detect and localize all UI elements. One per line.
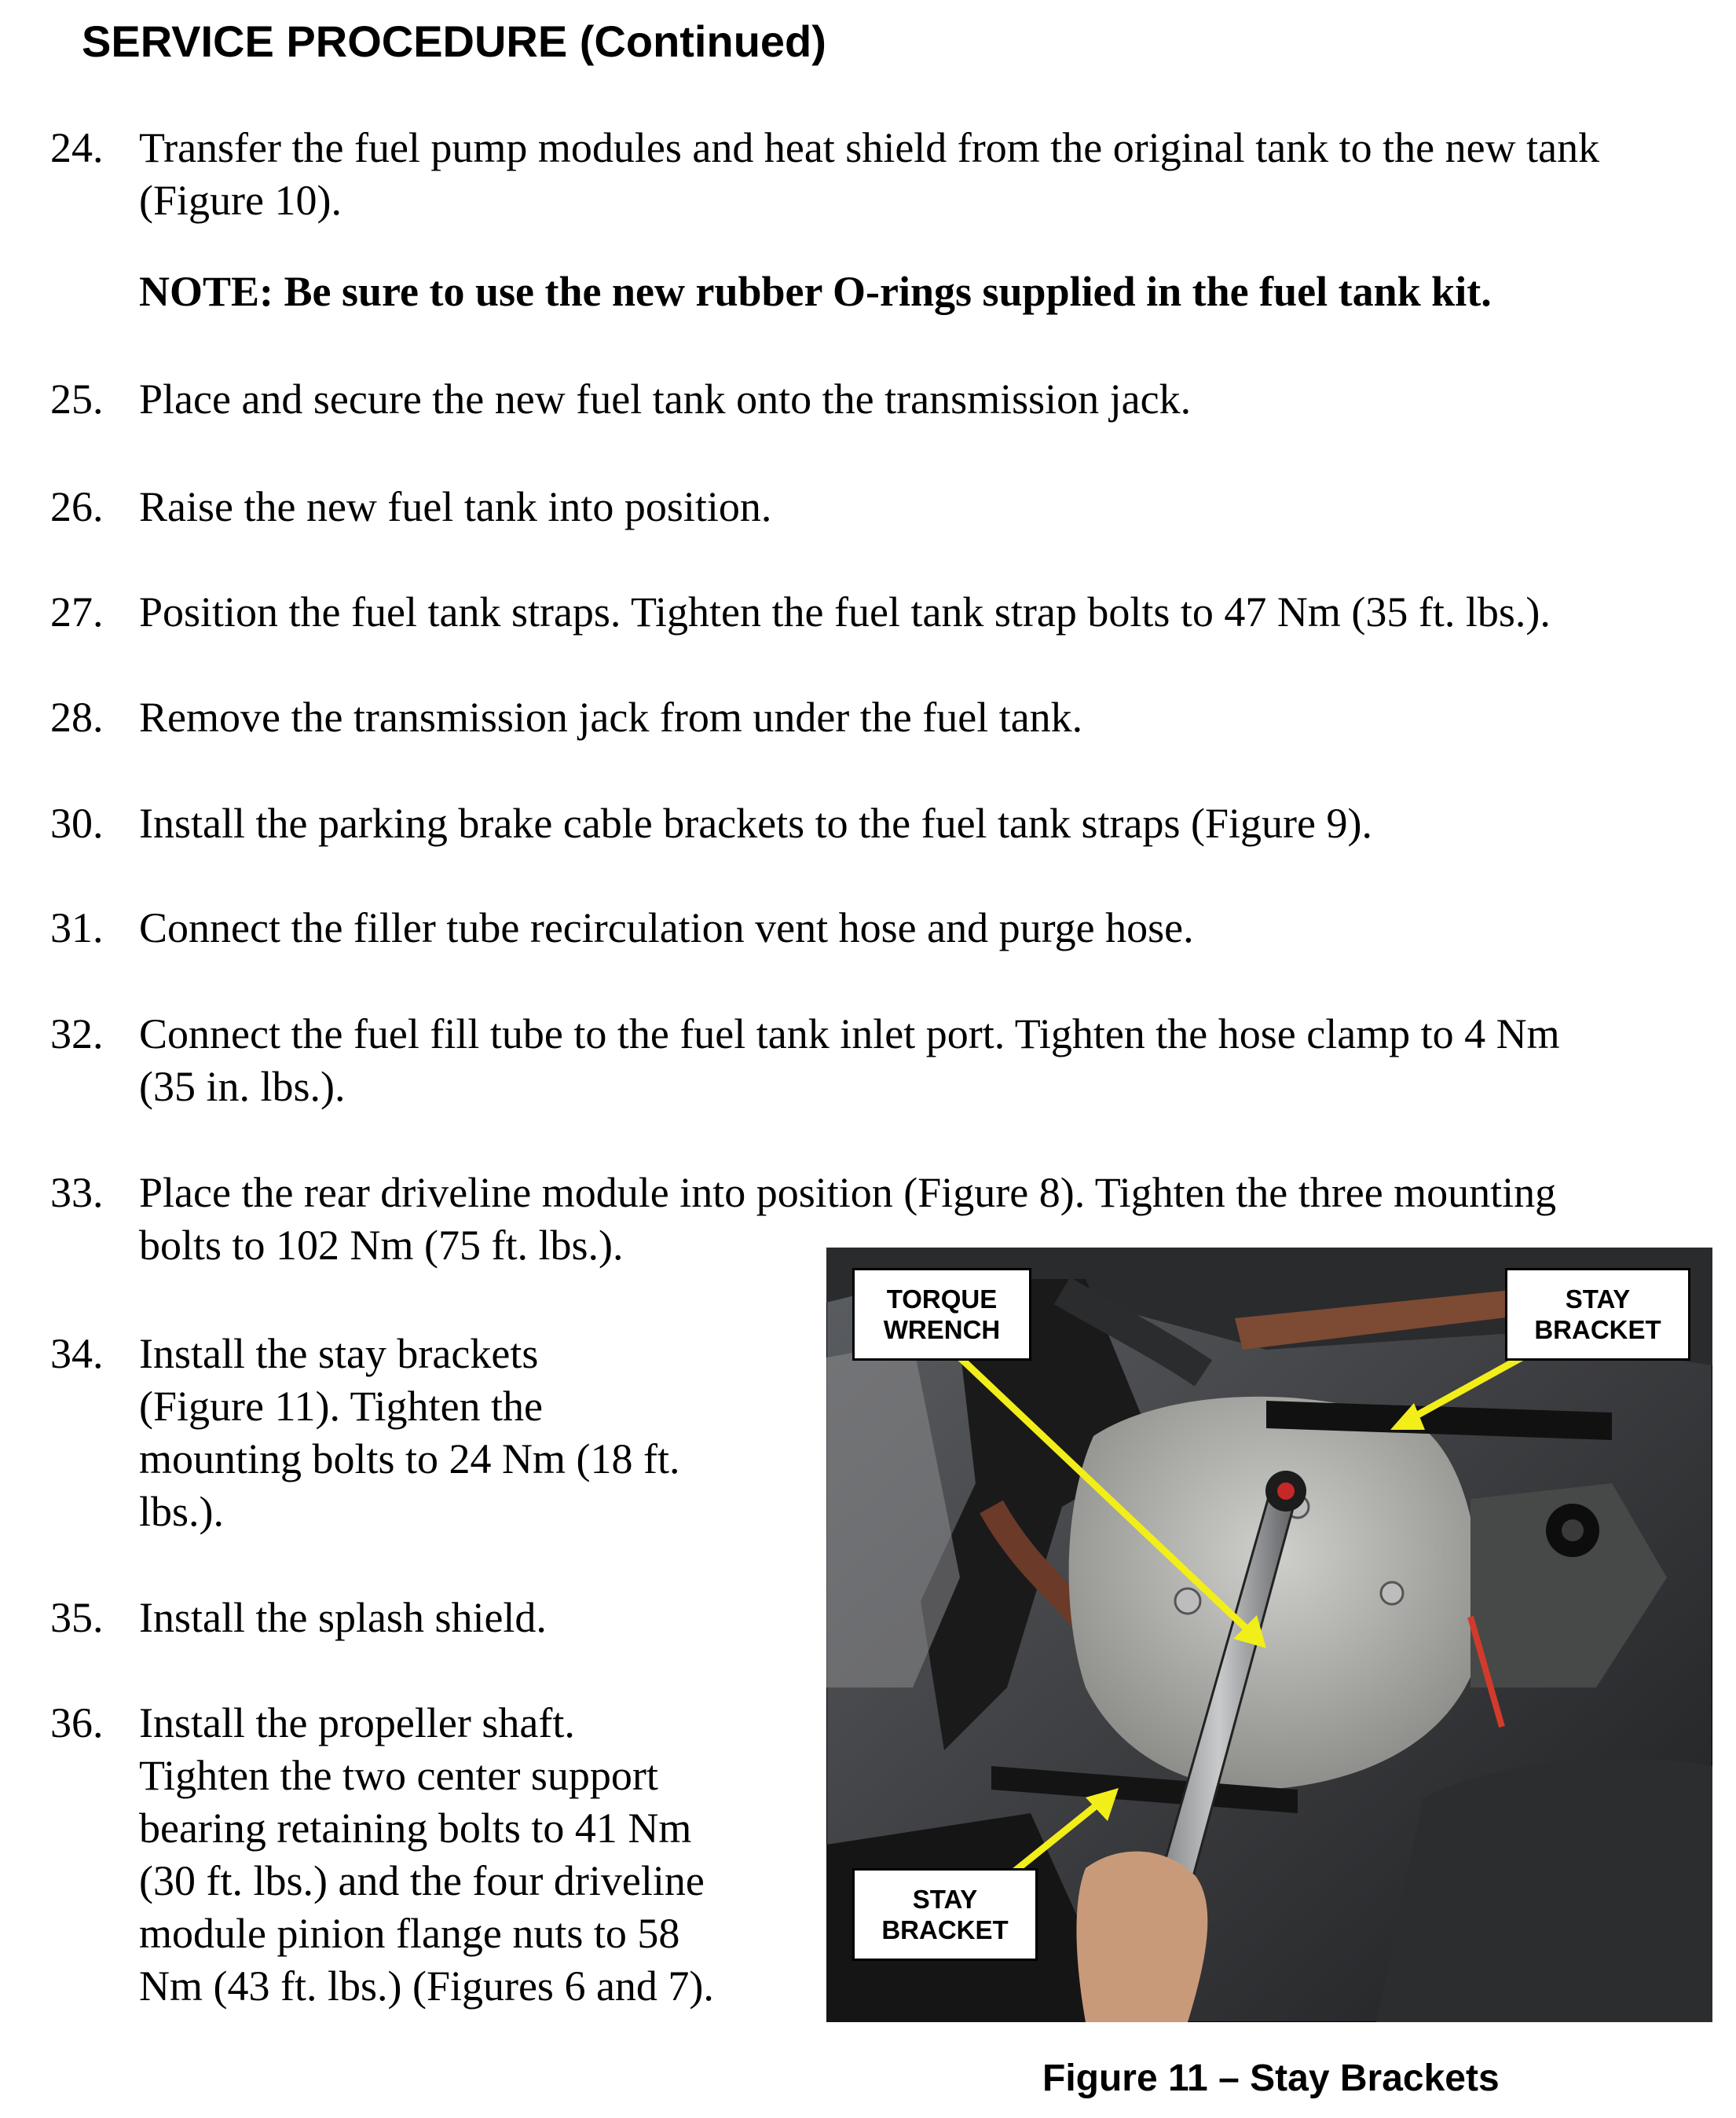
step-text-line: bolts to 102 Nm (75 ft. lbs.). <box>139 1222 624 1269</box>
step-text-line: (Figure 11). Tighten the <box>139 1383 544 1430</box>
callout-line: STAY <box>1565 1284 1631 1314</box>
step-text <box>139 1592 547 1644</box>
step-text <box>139 797 1372 850</box>
note-text: NOTE: Be sure to use the new rubber O-rings supplied in the fuel tank kit. <box>139 268 1492 315</box>
step-text-line: Connect the fuel fill tube to the fuel tank inlet port. Tighten the hose clamp to 4 Nm <box>139 1010 1560 1057</box>
step-text <box>139 586 1551 639</box>
step-text-line: (35 in. lbs.). <box>139 1063 346 1110</box>
step-number: 24. <box>50 124 104 171</box>
step-text-line: Transfer the fuel pump modules and heat shield from the original tank to the new tank <box>139 124 1600 171</box>
callout-line: TORQUE <box>886 1284 998 1314</box>
step-text-line: module pinion flange nuts to 58 <box>139 1910 680 1957</box>
step-text-line: Nm (43 ft. lbs.) (Figures 6 and 7). <box>139 1962 714 2010</box>
step-text-line: (Figure 10). <box>139 177 342 224</box>
step-number: 28. <box>50 694 104 741</box>
step-number: 35. <box>50 1594 104 1641</box>
step-text <box>139 122 1599 227</box>
callout-line: BRACKET <box>881 1915 1009 1944</box>
step-number: 36. <box>50 1699 104 1746</box>
step-text-line: Tighten the two center support <box>139 1752 658 1799</box>
step-number: 32. <box>50 1010 104 1057</box>
splash-area <box>1376 1758 1712 2022</box>
step-text-line: Place and secure the new fuel tank onto the transmission jack. <box>139 376 1192 423</box>
callout-line: BRACKET <box>1534 1315 1661 1344</box>
step-text-line: Install the propeller shaft. <box>139 1699 575 1746</box>
step-number: 34. <box>50 1330 104 1377</box>
step-text <box>139 481 771 533</box>
driveline-module <box>1069 1397 1481 1790</box>
callout-line: WRENCH <box>883 1315 1001 1344</box>
step-number: 31. <box>50 904 104 951</box>
step-text-line: lbs.). <box>139 1488 224 1535</box>
step-text-line: Remove the transmission jack from under the fuel tank. <box>139 694 1083 741</box>
figure-caption: Figure 11 – Stay Brackets <box>1042 2058 1500 2099</box>
step-text <box>139 691 1082 744</box>
step-text <box>139 1008 1560 1113</box>
step-text-line: (30 ft. lbs.) and the four driveline <box>139 1857 705 1904</box>
step-text-line: Install the splash shield. <box>139 1594 547 1641</box>
step-text <box>139 902 1194 955</box>
step-text-line: Install the parking brake cable brackets to the fuel tank straps (Figure 9). <box>139 800 1372 847</box>
step-number: 27. <box>50 588 104 636</box>
callout-stay-bracket-bottom <box>852 1868 1038 1961</box>
step-text-line: Install the stay brackets <box>139 1330 539 1377</box>
step-text-line: Position the fuel tank straps. Tighten the fuel tank strap bolts to 47 Nm (35 ft. lbs.). <box>139 588 1551 636</box>
step-text-line: Raise the new fuel tank into position. <box>139 483 772 530</box>
callout-stay-bracket-top <box>1505 1268 1690 1361</box>
step-number: 25. <box>50 376 104 423</box>
step-text <box>139 373 1191 426</box>
callout-torque-wrench <box>852 1268 1031 1361</box>
step-number: 26. <box>50 483 104 530</box>
step-number: 30. <box>50 800 104 847</box>
step-text <box>139 1697 714 2013</box>
figure-11-photo <box>826 1248 1712 2022</box>
step-text-line: Place the rear driveline module into position (Figure 8). Tighten the three mounting <box>139 1169 1557 1216</box>
step-text-line: mounting bolts to 24 Nm (18 ft. <box>139 1435 680 1482</box>
step-text <box>139 1328 680 1538</box>
technician-hand <box>1076 1852 1207 2022</box>
step-text-line: bearing retaining bolts to 41 Nm <box>139 1805 692 1852</box>
step-number: 33. <box>50 1169 104 1216</box>
step-text-line: Connect the filler tube recirculation vent hose and purge hose. <box>139 904 1194 951</box>
callout-line: STAY <box>912 1885 978 1914</box>
page-heading: SERVICE PROCEDURE (Continued) <box>82 16 826 66</box>
